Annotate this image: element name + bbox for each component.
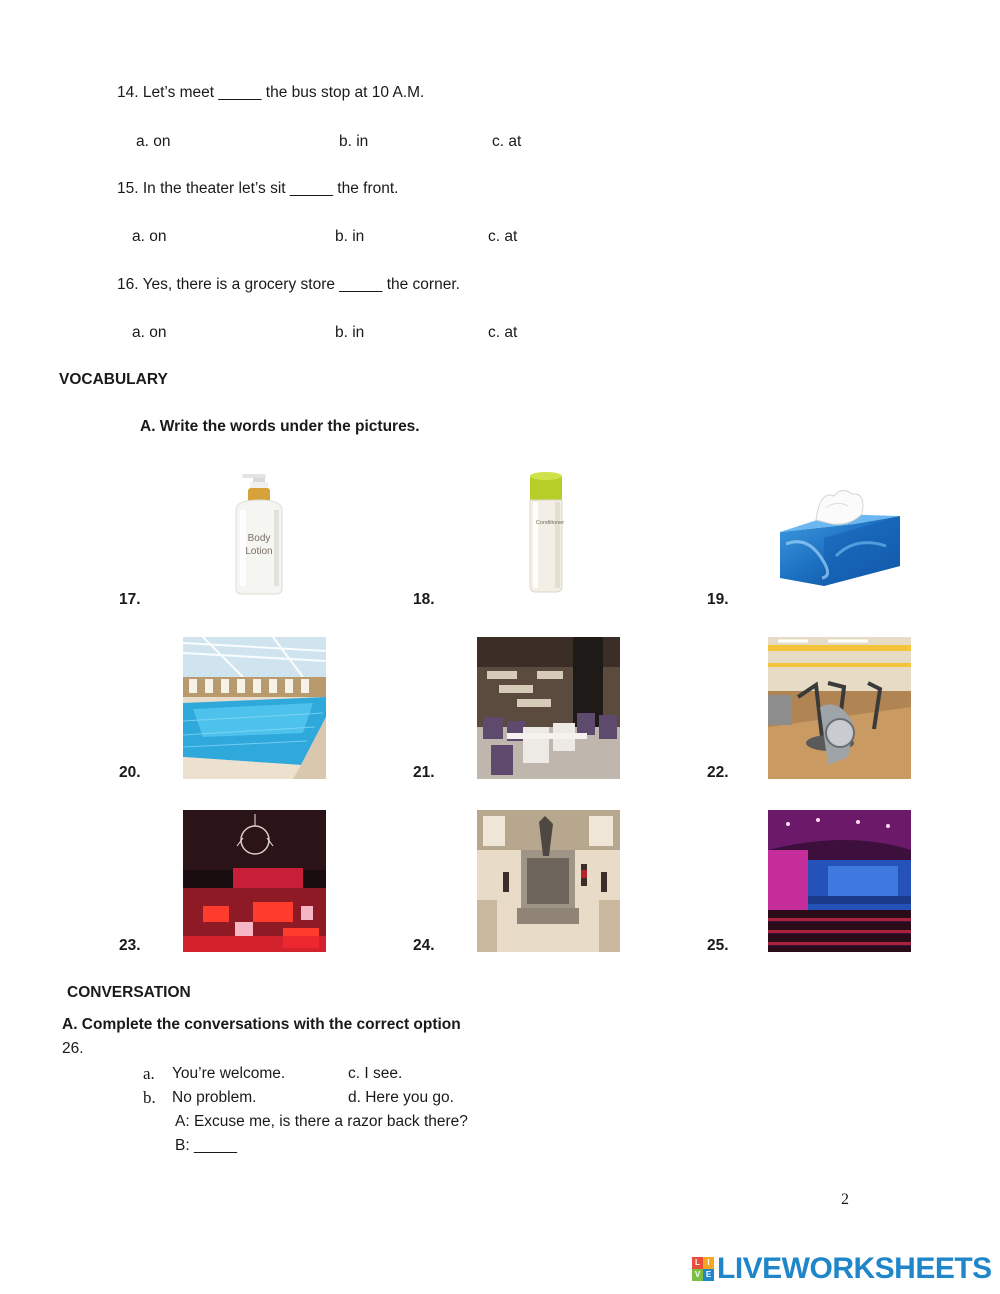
question-26-number: 26. bbox=[62, 1040, 84, 1057]
conditioner-label: Conditioner bbox=[535, 520, 565, 526]
question-15-option-b: b. in bbox=[335, 228, 365, 245]
item-25-number: 25. bbox=[707, 937, 729, 954]
question-16-option-a: a. on bbox=[132, 324, 167, 341]
restaurant-image bbox=[477, 637, 620, 779]
conditioner-image bbox=[524, 470, 568, 594]
question-16-option-c: c. at bbox=[488, 324, 518, 341]
option-d-text: d. Here you go. bbox=[348, 1089, 454, 1106]
liveworksheets-logo[interactable] bbox=[692, 1252, 992, 1286]
dialog-line-b: B: _____ bbox=[175, 1137, 238, 1154]
tissue-box-image bbox=[776, 486, 904, 586]
swimming-pool-image bbox=[183, 637, 326, 779]
option-a-letter: a. bbox=[143, 1064, 155, 1083]
question-14-option-b: b. in bbox=[339, 133, 369, 150]
body-lotion-label-line2: Lotion bbox=[245, 546, 273, 557]
body-lotion-label-line1: Body bbox=[247, 533, 271, 544]
option-c-text: c. I see. bbox=[348, 1065, 403, 1082]
theater-image bbox=[768, 810, 911, 952]
body-lotion-image bbox=[212, 470, 306, 598]
vocabulary-instruction: A. Write the words under the pictures. bbox=[140, 418, 420, 435]
item-17-number: 17. bbox=[119, 591, 141, 608]
conversation-heading: CONVERSATION bbox=[67, 984, 191, 1001]
item-20-number: 20. bbox=[119, 764, 141, 781]
page-number: 2 bbox=[841, 1191, 849, 1208]
dialog-line-a: A: Excuse me, is there a razor back there? bbox=[175, 1113, 468, 1130]
question-14-option-a: a. on bbox=[136, 133, 171, 150]
question-15-option-a: a. on bbox=[132, 228, 167, 245]
item-23-number: 23. bbox=[119, 937, 141, 954]
logo-mark-icon: L I V E bbox=[692, 1257, 714, 1281]
option-b-text: No problem. bbox=[172, 1089, 257, 1106]
vocabulary-heading: VOCABULARY bbox=[59, 371, 168, 388]
logo-text: LIVEWORKSHEETS bbox=[717, 1252, 992, 1285]
item-22-number: 22. bbox=[707, 764, 729, 781]
question-16-option-b: b. in bbox=[335, 324, 365, 341]
question-16-stem: 16. Yes, there is a grocery store _____ the corner. bbox=[117, 276, 460, 293]
question-15-stem: 15. In the theater let’s sit _____ the front. bbox=[117, 180, 399, 197]
nightclub-image bbox=[183, 810, 326, 952]
museum-image bbox=[477, 810, 620, 952]
gym-image bbox=[768, 637, 911, 779]
question-15-option-c: c. at bbox=[488, 228, 518, 245]
option-a-text: You’re welcome. bbox=[172, 1065, 286, 1082]
question-14-option-c: c. at bbox=[492, 133, 522, 150]
item-21-number: 21. bbox=[413, 764, 435, 781]
item-19-number: 19. bbox=[707, 591, 729, 608]
item-18-number: 18. bbox=[413, 591, 435, 608]
conversation-instruction: A. Complete the conversations with the correct option bbox=[62, 1016, 461, 1033]
item-24-number: 24. bbox=[413, 937, 435, 954]
question-14-stem: 14. Let’s meet _____ the bus stop at 10 A.M. bbox=[117, 84, 425, 101]
option-b-letter: b. bbox=[143, 1088, 156, 1107]
